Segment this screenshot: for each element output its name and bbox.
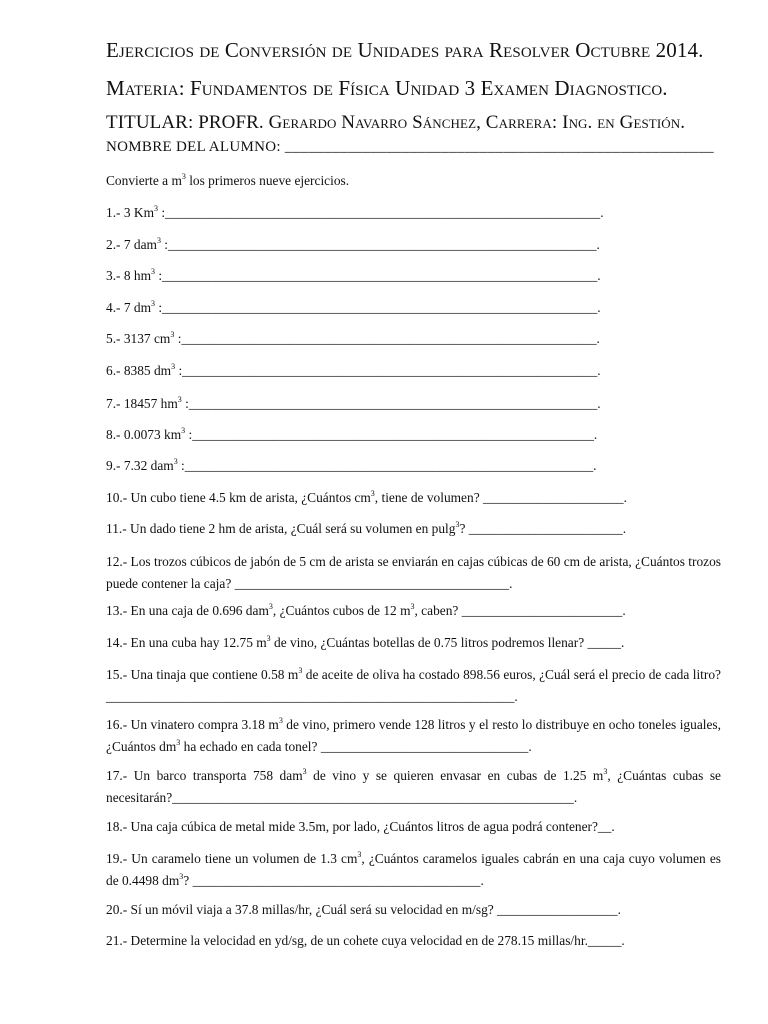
problem-15: 15.- Una tinaja que contiene 0.58 $m^3$ de aceite de oliva ha costado 898.56 euros, ¿Cuál será el precio de cada litro? _____________________________________________________________. <box>106 666 721 704</box>
problem-14: 14.- En una cuba hay 12.75 $m^3$ de vino, ¿Cuántas botellas de 0.75 litros podremos llenar? _____. <box>106 634 625 650</box>
conversion-item: 9.- 7.32 dam$^3$ :_____________________________________________________________. <box>106 457 597 473</box>
problem-12: 12.- Los trozos cúbicos de jabón de 5 cm de arista se enviarán en cajas cúbicas de 60 cm de arista, ¿Cuántos trozos puede contener la caja? _________________________________________. <box>106 554 722 591</box>
problem-18: 18.- Una caja cúbica de metal mide 3.5m, por lado, ¿Cuántos litros de agua podrá contener?__. <box>106 819 615 834</box>
problem-10: 10.- Un cubo tiene 4.5 km de arista, ¿Cuántos $cm^3$, tiene de volumen? _____________________. <box>106 489 627 505</box>
problem-11: 11.- Un dado tiene 2 hm de arista, ¿Cuál será su volumen en pulg$^3$? _______________________. <box>106 520 627 536</box>
problem-16: 16.- Un vinatero compra 3.18 $m^3$ de vino, primero vende 128 litros y el resto lo distribuye en ocho toneles iguales, ¿Cuántos $dm^3$ ha echado en cada tonel? _______________________________. <box>106 716 721 754</box>
student-name-label: NOMBRE DEL ALUMNO: <box>106 139 281 155</box>
student-name-blank: _______________________________________________________ <box>284 139 714 155</box>
teacher-line: TITULAR: PROFR. Gerardo Navarro Sánchez, Carrera: Ing. en Gestión. <box>106 112 686 133</box>
conversion-item: 5.- 3137 $cm^3$ :______________________________________________________________. <box>106 330 600 346</box>
conversion-item: 3.- 8 $hm^3$ :_________________________________________________________________. <box>106 267 601 283</box>
instructions: Convierte a $m^3$ los primeros nueve ejercicios. <box>106 172 350 188</box>
student-name-row <box>106 139 714 156</box>
problem-20: 20.- Sí un móvil viaja a 37.8 millas/hr, ¿Cuál será su velocidad en m/sg? __________________. <box>106 902 621 917</box>
conversion-item: 1.- 3 Km$^3$ :_________________________________________________________________. <box>106 204 604 220</box>
subject-line: Materia: Fundamentos de Física Unidad 3 Examen Diagnostico. <box>106 76 668 100</box>
problem-19: 19.- Un caramelo tiene un volumen de 1.3 $cm^3$, ¿Cuántos caramelos iguales cabrán en una caja cuyo volumen es de 0.4498 $dm^3$? ___________________________________________. <box>106 850 721 888</box>
conversion-item: 6.- 8385 $dm^3$ :______________________________________________________________. <box>106 362 601 378</box>
document-title: Ejercicios de Conversión de Unidades para Resolver Octubre 2014. <box>106 38 704 62</box>
problem-21: 21.- Determine la velocidad en yd/sg, de un cohete cuya velocidad en de 278.15 millas/hr._____. <box>106 933 625 948</box>
conversion-item: 4.- 7 $dm^3$ :_________________________________________________________________. <box>106 299 601 315</box>
conversion-item: 2.- 7 dam$^3$ :________________________________________________________________. <box>106 236 600 252</box>
problem-17: 17.- Un barco transporta 758 dam$^3$ de vino y se quieren envasar en cubas de 1.25 $m^3$, ¿Cuántas cubas se necesitarán?____________________________________________________________. <box>106 767 721 805</box>
conversion-item: 7.- 18457 $hm^3$ :_____________________________________________________________. <box>106 395 601 411</box>
conversion-item: 8.- 0.0073 $km^3$ :____________________________________________________________. <box>106 426 598 442</box>
problem-13: 13.- En una caja de 0.696 dam$^3$, ¿Cuántos cubos de 12 $m^3$, caben? ________________________. <box>106 602 626 618</box>
